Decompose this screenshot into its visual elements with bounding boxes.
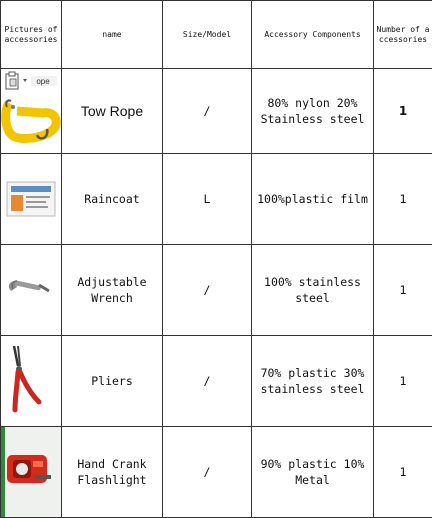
header-name: name (62, 1, 163, 69)
item-size: L (163, 154, 252, 245)
item-number: 1 (374, 69, 432, 154)
pliers-icon (1, 336, 61, 426)
item-name: Pliers (62, 336, 163, 427)
item-number: 1 (374, 336, 432, 427)
header-row (1, 1, 432, 69)
wrench-icon (1, 245, 61, 335)
item-components: 100%plastic film (252, 154, 374, 245)
table-row (1, 69, 432, 154)
table-row (1, 427, 432, 518)
item-components: 90% plastic 10% Metal (252, 427, 374, 518)
tow-rope-icon (6, 100, 57, 138)
item-size: / (163, 427, 252, 518)
raincoat-package-icon (1, 154, 61, 244)
table-row (1, 336, 432, 427)
table-row (1, 154, 432, 245)
paste-label: ope (36, 77, 50, 86)
item-size: / (163, 336, 252, 427)
item-name: Tow Rope (62, 69, 163, 154)
item-components: 80% nylon 20% Stainless steel (252, 69, 374, 154)
header-size: Size/Model (163, 1, 252, 69)
raincoat-picture (1, 154, 62, 245)
header-number: Number of accessories (374, 1, 432, 69)
header-pictures: Pictures of accessories (1, 1, 62, 69)
item-name: Hand Crank Flashlight (62, 427, 163, 518)
flashlight-picture (1, 427, 62, 518)
paste-options-icon[interactable] (6, 72, 27, 89)
item-number: 1 (374, 154, 432, 245)
item-size: / (163, 69, 252, 154)
item-name: Raincoat (62, 154, 163, 245)
pliers-picture (1, 336, 62, 427)
item-number: 1 (374, 245, 432, 336)
table-row (1, 245, 432, 336)
tow-rope-picture (1, 69, 62, 154)
chevron-down-icon[interactable] (23, 79, 27, 82)
item-number: 1 (374, 427, 432, 518)
item-components: 70% plastic 30% stainless steel (252, 336, 374, 427)
item-size: / (163, 245, 252, 336)
header-components: Accessory Components (252, 1, 374, 69)
flashlight-icon (1, 427, 61, 517)
item-components: 100% stainless steel (252, 245, 374, 336)
wrench-picture (1, 245, 62, 336)
item-name: Adjustable Wrench (62, 245, 163, 336)
